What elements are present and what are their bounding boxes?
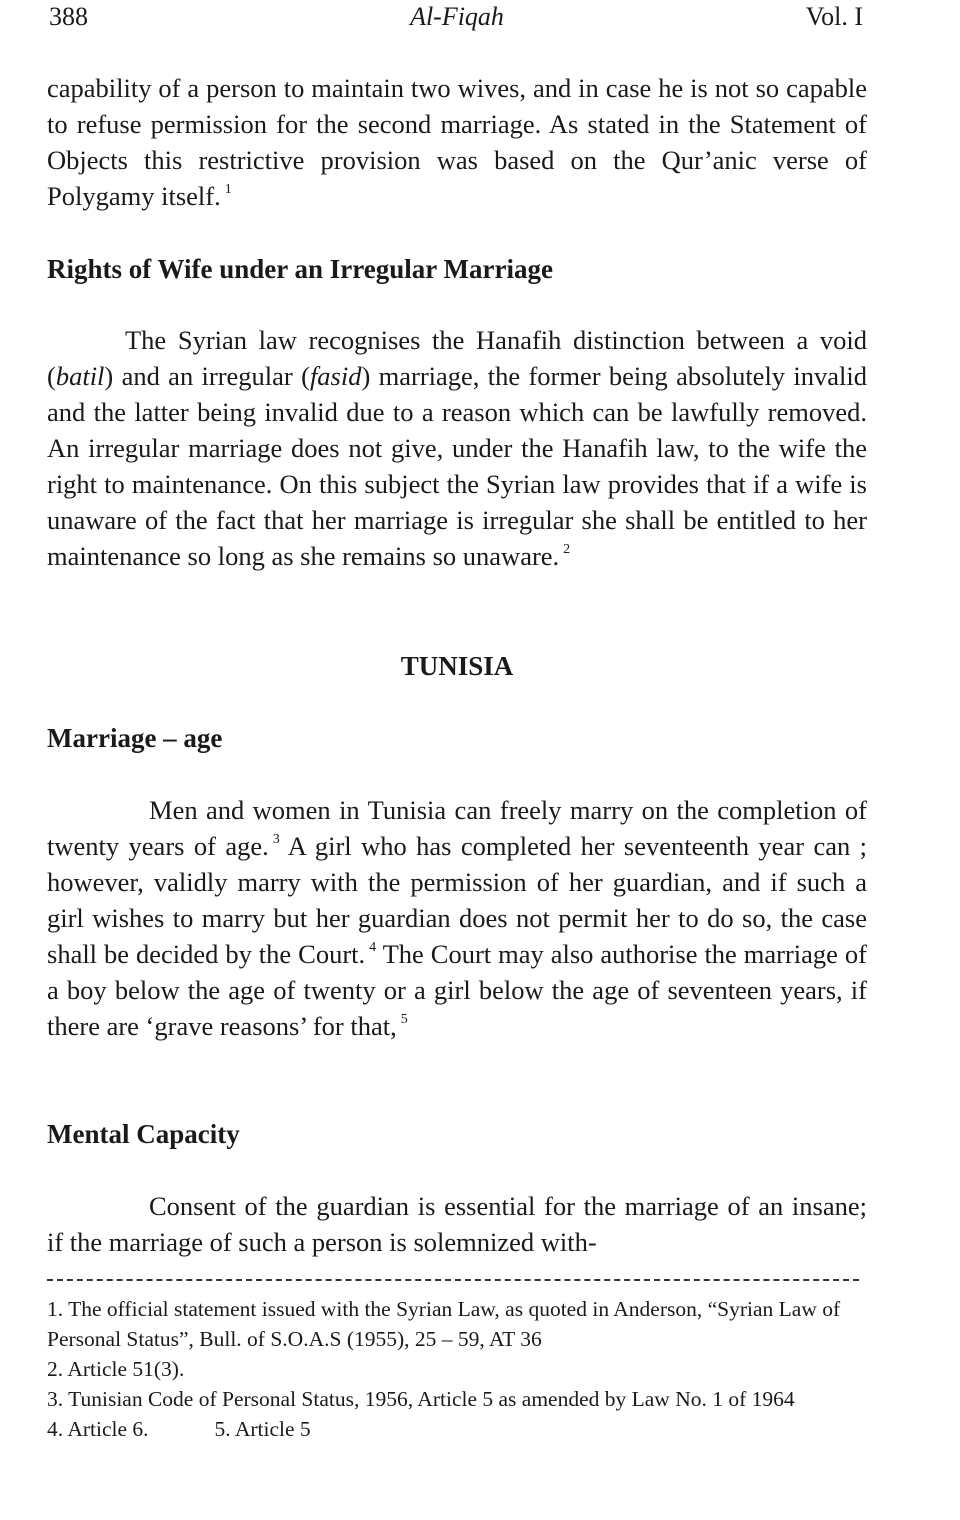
footnote-ref-3[interactable]: 3 <box>272 832 280 847</box>
term-batil: batil <box>55 361 105 391</box>
footnote-separator <box>47 1279 859 1281</box>
paragraph-irregular-marriage <box>47 322 867 574</box>
footnote-2: 2. Article 51(3). <box>47 1357 185 1381</box>
text-run: The Syrian law recognises the Hanafih distinction between a void ( <box>47 325 867 391</box>
paragraph-intro <box>47 70 867 214</box>
footnote-4: 4. Article 6. <box>47 1417 149 1441</box>
text-run: The Court may also authorise the marriage of a boy below the age of twenty or a girl below the age of seventeen years, if there are ‘grave reasons’ for that, <box>47 939 867 1041</box>
text-run: Men and women in Tunisia can freely marry on the completion of twenty years of age. <box>47 795 867 861</box>
paragraph-marriage-age <box>47 792 867 1044</box>
running-header <box>47 2 867 36</box>
footnote-ref-4[interactable]: 4 <box>369 940 377 955</box>
section-heading-tunisia: TUNISIA <box>400 651 514 681</box>
footnote-1: 1. The official statement issued with the Syrian Law, as quoted in Anderson, “Syrian Law of Personal Status”, Bull. of S.O.A.S (1955), 25 – 59, AT 36 <box>47 1297 841 1351</box>
footnote-5: 5. Article 5 <box>214 1417 311 1441</box>
page-number: 388 <box>49 2 88 31</box>
paragraph-mental-capacity <box>47 1188 867 1260</box>
heading-marriage-age: Marriage – age <box>47 723 223 753</box>
text-run: ) and an irregular ( <box>104 361 310 391</box>
footnote-ref-5[interactable]: 5 <box>400 1012 408 1027</box>
heading-mental-capacity: Mental Capacity <box>47 1119 240 1149</box>
book-title: Al-Fiqah <box>410 2 504 31</box>
footnotes <box>47 1294 867 1444</box>
footnote-ref-2[interactable]: 2 <box>563 542 571 557</box>
term-fasid: fasid <box>309 361 362 391</box>
footnote-3: 3. Tunisian Code of Personal Status, 1956, Article 5 as amended by Law No. 1 of 1964 <box>47 1387 795 1411</box>
volume-label: Vol. I <box>805 2 863 31</box>
paragraph-intro-text: capability of a person to maintain two wives, and in case he is not so capable to refuse permission for the second marriage. As stated in the Statement of Objects this restrictive provision was based on the Qur’anic verse of Polygamy itself. <box>47 73 867 211</box>
footnote-ref-1[interactable]: 1 <box>224 182 232 197</box>
text-run: A girl who has completed her seventeenth year can ; however, validly marry with the permission of her guardian, and if such a girl wishes to marry but her guardian does not permit her to do so, the case shall be decided by the Court. <box>47 831 868 969</box>
heading-irregular-marriage: Rights of Wife under an Irregular Marriage <box>47 254 553 284</box>
footnote-row-4-5 <box>47 1414 867 1444</box>
text-run: ) marriage, the former being absolutely invalid and the latter being invalid due to a reason which can be lawfully removed. An irregular marriage does not give, under the Hanafih law, to the wife the right to maintenance. On this subject the Syrian law provides that if a wife is unaware of the fact that her marriage is irregular she shall be entitled to her maintenance so long as she remains so unaware. <box>47 361 868 571</box>
text-run: Consent of the guardian is essential for the marriage of an insane; if the marriage of such a person is solemnized with- <box>47 1191 867 1257</box>
